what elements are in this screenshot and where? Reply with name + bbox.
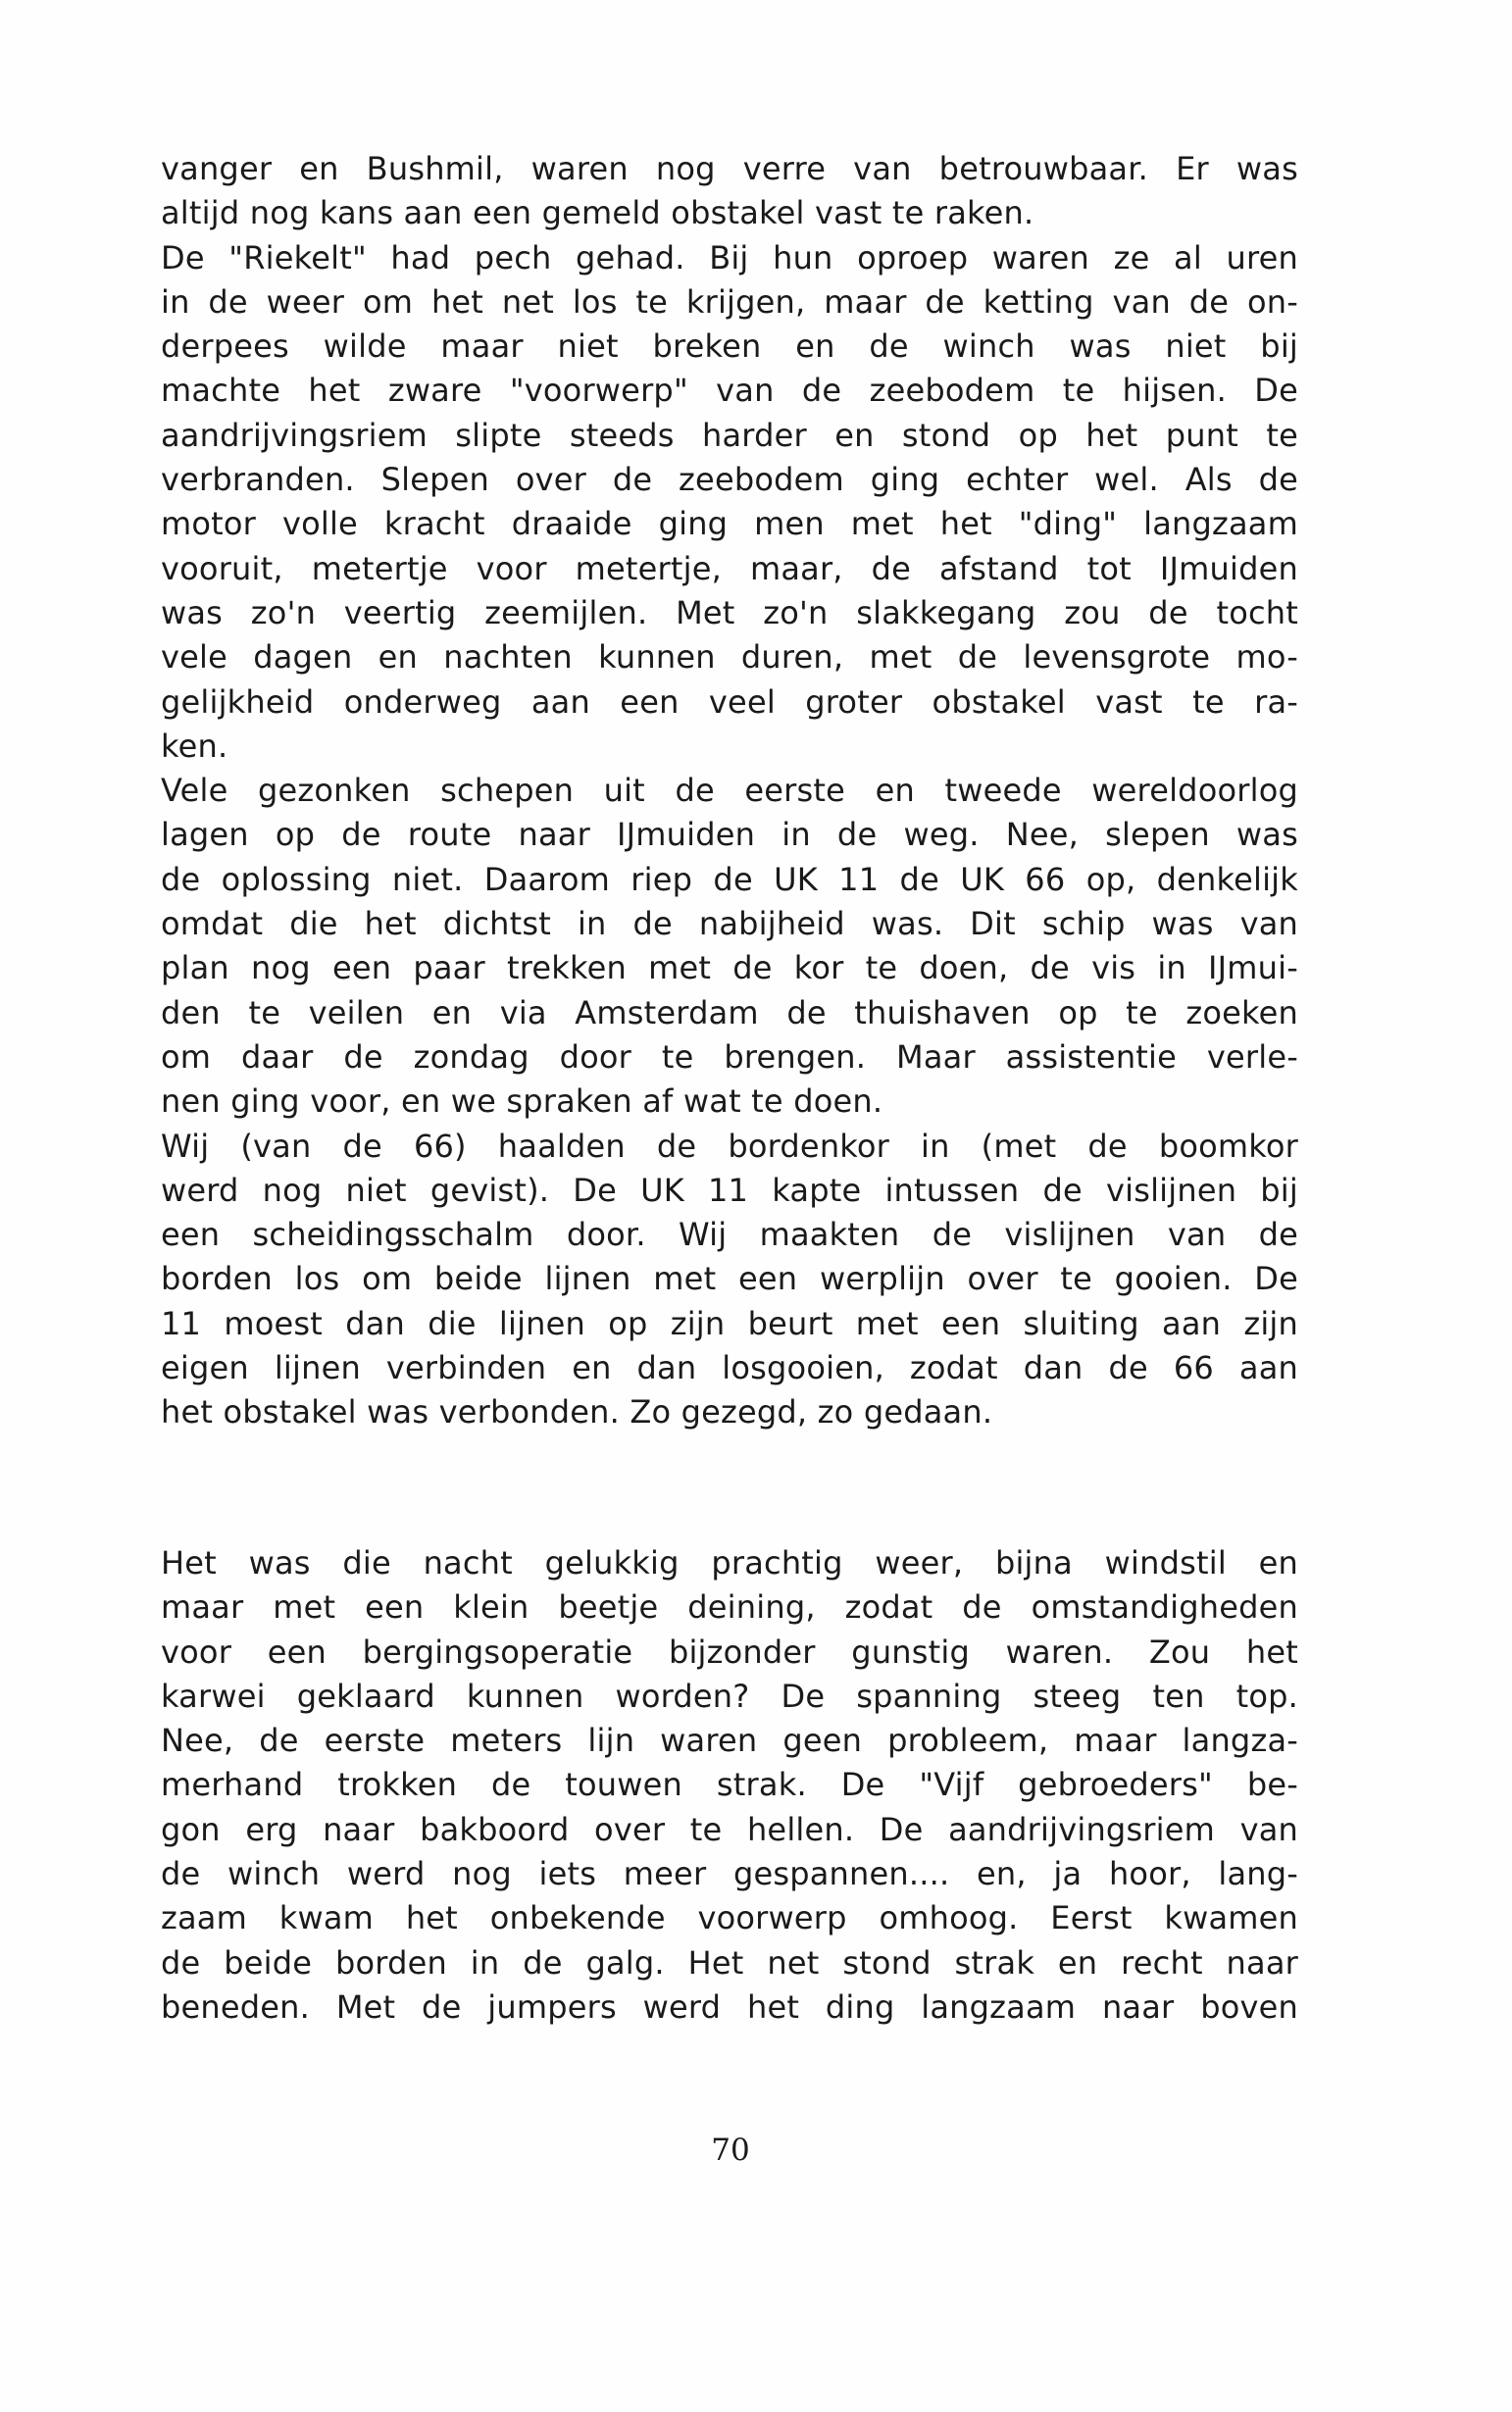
text-line: voor een bergingsoperatie bijzonder gunstig waren. Zou het (161, 1633, 1298, 1671)
text-line: eigen lijnen verbinden en dan losgooien, zodat dan de 66 aan (161, 1349, 1298, 1387)
text-line: plan nog een paar trekken met de kor te doen, de vis in IJmui- (161, 949, 1298, 987)
text-line: machte het zware "voorwerp" van de zeebodem te hijsen. De (161, 372, 1298, 410)
text-line: Wij (van de 66) haalden de bordenkor in (met de boomkor (161, 1127, 1298, 1165)
text-line: zaam kwam het onbekende voorwerp omhoog. Eerst kwamen (161, 1899, 1298, 1937)
text-line: maar met een klein beetje deining, zodat de omstandigheden (161, 1588, 1298, 1627)
text-line: werd nog niet gevist). De UK 11 kapte intussen de vislijnen bij (161, 1171, 1298, 1209)
text-line: beneden. Met de jumpers werd het ding langzaam naar boven (161, 1987, 1298, 2026)
text-line: de winch werd nog iets meer gespannen.... en, ja hoor, lang- (161, 1855, 1298, 1893)
text-line: gelijkheid onderweg aan een veel groter obstakel vast te ra- (161, 682, 1298, 721)
text-line: vele dagen en nachten kunnen duren, met de levensgrote mo- (161, 638, 1298, 677)
text-line: het obstakel was verbonden. Zo gezegd, zo gedaan. (161, 1393, 993, 1432)
text-line: een scheidingsschalm door. Wij maakten de vislijnen van de (161, 1216, 1298, 1254)
text-line: altijd nog kans aan een gemeld obstakel vast te raken. (161, 194, 1034, 232)
text-line: borden los om beide lijnen met een werplijn over te gooien. De (161, 1260, 1298, 1298)
text-line: verbranden. Slepen over de zeebodem ging echter wel. Als de (161, 461, 1298, 499)
text-line: 11 moest dan die lijnen op zijn beurt met een sluiting aan zijn (161, 1304, 1298, 1342)
text-line: ken. (161, 727, 228, 765)
text-line: aandrijvingsriem slipte steeds harder en stond op het punt te (161, 416, 1298, 454)
text-line: de oplossing niet. Daarom riep de UK 11 de UK 66 op, denkelijk (161, 860, 1298, 898)
text-line: derpees wilde maar niet breken en de winch was niet bij (161, 327, 1298, 366)
text-line: om daar de zondag door te brengen. Maar assistentie verle- (161, 1037, 1298, 1076)
text-line: lagen op de route naar IJmuiden in de weg. Nee, slepen was (161, 816, 1298, 854)
text-line: motor volle kracht draaide ging men met het "ding" langzaam (161, 505, 1298, 543)
text-line: nen ging voor, en we spraken af wat te doen. (161, 1082, 883, 1121)
text-line: den te veilen en via Amsterdam de thuishaven op te zoeken (161, 993, 1298, 1031)
text-block-1 (161, 147, 1298, 1435)
text-line: karwei geklaard kunnen worden? De spanning steeg ten top. (161, 1677, 1298, 1715)
text-line: Het was die nacht gelukkig prachtig weer, bijna windstil en (161, 1544, 1298, 1582)
page-number: 70 (711, 2133, 750, 2168)
text-line: was zo'n veertig zeemijlen. Met zo'n slakkegang zou de tocht (161, 593, 1298, 631)
text-line: gon erg naar bakboord over te hellen. De aandrijvingsriem van (161, 1810, 1298, 1848)
text-line: in de weer om het net los te krijgen, maar de ketting van de on- (161, 282, 1298, 321)
text-line: vanger en Bushmil, waren nog verre van betrouwbaar. Er was (161, 150, 1298, 187)
text-line: De "Riekelt" had pech gehad. Bij hun oproep waren ze al uren (161, 238, 1298, 276)
text-line: Vele gezonken schepen uit de eerste en tweede wereldoorlog (161, 772, 1298, 810)
text-line: de beide borden in de galg. Het net stond strak en recht naar (161, 1943, 1298, 1982)
text-line: vooruit, metertje voor metertje, maar, de afstand tot IJmuiden (161, 549, 1298, 587)
text-line: merhand trokken de touwen strak. De "Vijf gebroeders" be- (161, 1766, 1298, 1804)
text-block-2 (161, 1541, 1298, 2030)
text-line: omdat die het dichtst in de nabijheid was. Dit schip was van (161, 905, 1298, 943)
text-line: Nee, de eerste meters lijn waren geen probleem, maar langza- (161, 1722, 1298, 1760)
